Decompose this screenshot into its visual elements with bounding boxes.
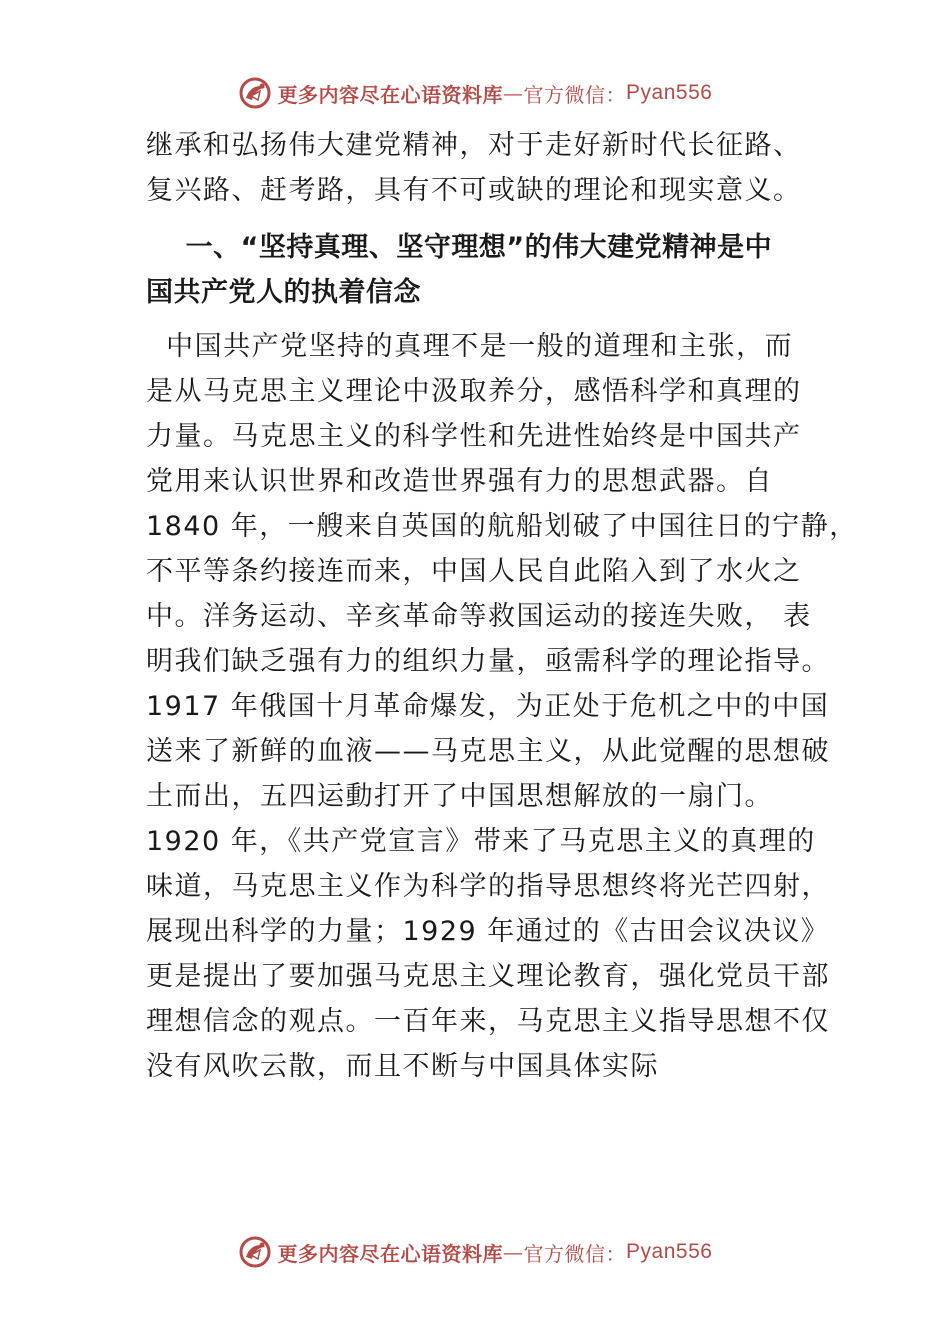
paragraph-line: 中国共产党坚持的真理不是一般的道理和主张，而 — [146, 331, 794, 362]
logo-icon — [238, 1235, 272, 1269]
section-heading-line: 国共产党人的执着信念 — [146, 277, 421, 308]
watermark-wechat-label: 官方微信： — [523, 82, 627, 107]
watermark-wechat-id: Pyan556 — [626, 1240, 713, 1263]
watermark-header — [0, 73, 950, 113]
paragraph-line: 1920 年，《共产党宣言》带来了马克思主义的真理的 — [146, 826, 816, 857]
paragraph-line: 味道，马克思主义作为科学的指导思想终将光芒四射， — [146, 871, 830, 902]
paragraph-line: 1917 年俄国十月革命爆发，为正处于危机之中的中国 — [146, 691, 830, 722]
watermark-separator: — — [503, 81, 524, 105]
paragraph-line: 没有风吹云散，而且不断与中国具体实际 — [146, 1051, 659, 1082]
logo-icon — [238, 76, 272, 110]
paragraph-line: 土而出，五四运動打开了中国思想解放的一扇门。 — [146, 781, 773, 812]
paragraph-line: 1840 年，一艘来自英国的航船划破了中国往日的宁静， — [146, 511, 858, 542]
paragraph-line: 不平等条约接连而来，中国人民自此陷入到了水火之 — [146, 556, 802, 587]
watermark-title: 更多内容尽在心语资料库 — [277, 1241, 504, 1266]
section-heading-line: 一、“坚持真理、坚守理想”的伟大建党精神是中 — [146, 232, 773, 263]
paragraph-line: 明我们缺乏强有力的组织力量，亟需科学的理论指导。 — [146, 646, 830, 677]
intro-line: 继承和弘扬伟大建党精神，对于走好新时代长征路、 — [146, 130, 802, 161]
document-body — [146, 123, 858, 1089]
watermark-footer — [0, 1232, 950, 1272]
paragraph-line: 党用来认识世界和改造世界强有力的思想武器。自 — [146, 466, 773, 497]
watermark-wechat-id: Pyan556 — [626, 81, 713, 104]
paragraph-line: 送来了新鲜的血液——马克思主义，从此觉醒的思想破 — [146, 736, 830, 767]
paragraph-line: 展现出科学的力量；1929 年通过的《古田会议决议》 — [146, 916, 830, 947]
paragraph-line: 更是提出了要加强马克思主义理论教育，强化党员干部 — [146, 961, 830, 992]
watermark-separator: — — [503, 1240, 524, 1264]
intro-line: 复兴路、赶考路，具有不可或缺的理论和现实意义。 — [146, 175, 802, 206]
paragraph-line: 中。洋务运动、辛亥革命等救国运动的接连失败， 表 — [146, 601, 812, 632]
paragraph-line: 是从马克思主义理论中汲取养分，感悟科学和真理的 — [146, 376, 802, 407]
paragraph-line: 力量。马克思主义的科学性和先进性始终是中国共产 — [146, 421, 802, 452]
watermark-wechat-label: 官方微信： — [523, 1241, 627, 1266]
paragraph-line: 理想信念的观点。一百年来，马克思主义指导思想不仅 — [146, 1006, 830, 1037]
watermark-title: 更多内容尽在心语资料库 — [277, 82, 504, 107]
